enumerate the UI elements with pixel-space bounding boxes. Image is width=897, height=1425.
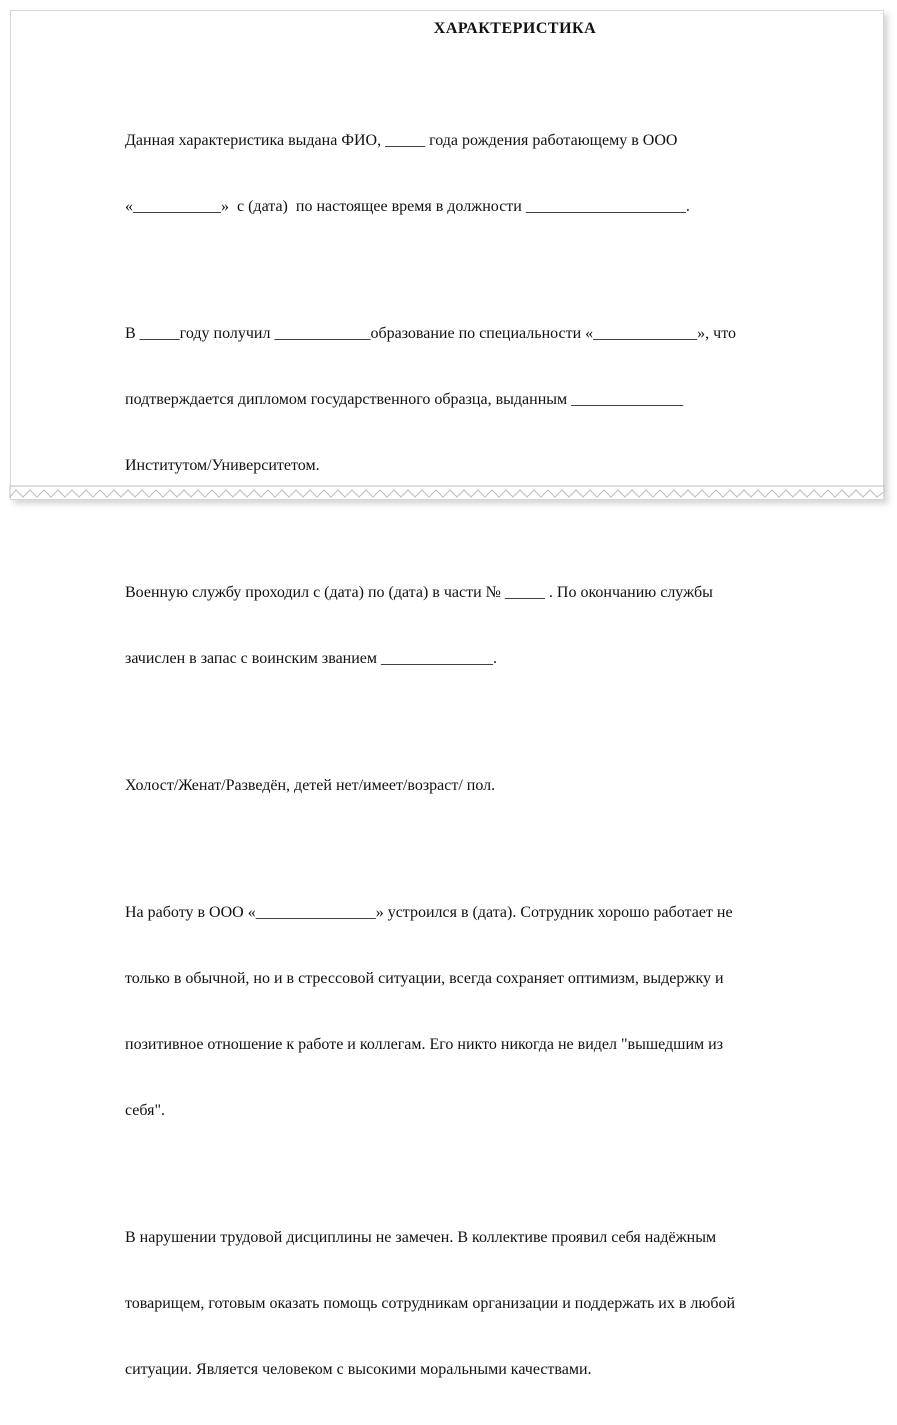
document-title: ХАРАКТЕРИСТИКА (433, 20, 597, 37)
document-body (125, 18, 825, 1425)
paragraph-work-performance (125, 858, 825, 1166)
text-line: В _____году получил ____________образование по специальности «_____________», что (125, 325, 737, 342)
text-line: подтверждается дипломом государственного образца, выданным ______________ (125, 391, 684, 408)
text-line: зачислен в запас с воинским званием ______________. (125, 650, 498, 667)
text-line: товарищем, готовым оказать помощь сотрудникам организации и поддержать их в любой (125, 1295, 736, 1312)
paragraph-discipline (125, 1183, 825, 1425)
text-line: Холост/Женат/Разведён, детей нет/имеет/возраст/ пол. (125, 777, 496, 794)
text-line: «___________» с (дата) по настоящее время в должности ____________________. (125, 198, 690, 215)
text-line: Военную службу проходил с (дата) по (дата) в части № _____ . По окончанию службы (125, 584, 713, 601)
paragraph-employment-intro (125, 86, 825, 262)
text-line: Данная характеристика выдана ФИО, _____ года рождения работающему в ООО (125, 132, 678, 149)
paragraph-military-service (125, 538, 825, 714)
text-line: На работу в ООО «_______________» устроился в (дата). Сотрудник хорошо работает не (125, 904, 733, 921)
text-line: ситуации. Является человеком с высокими моральными качествами. (125, 1361, 592, 1378)
text-line: себя". (125, 1102, 166, 1119)
text-line: только в обычной, но и в стрессовой ситуации, всегда сохраняет оптимизм, выдержку и (125, 970, 724, 987)
paragraph-marital-status (125, 731, 825, 841)
paragraph-education (125, 279, 825, 521)
text-line: Институтом/Университетом. (125, 457, 320, 474)
text-line: В нарушении трудовой дисциплины не замечен. В коллективе проявил себя надёжным (125, 1229, 717, 1246)
text-line: позитивное отношение к работе и коллегам. Его никто никогда не видел "вышедшим из (125, 1036, 724, 1053)
